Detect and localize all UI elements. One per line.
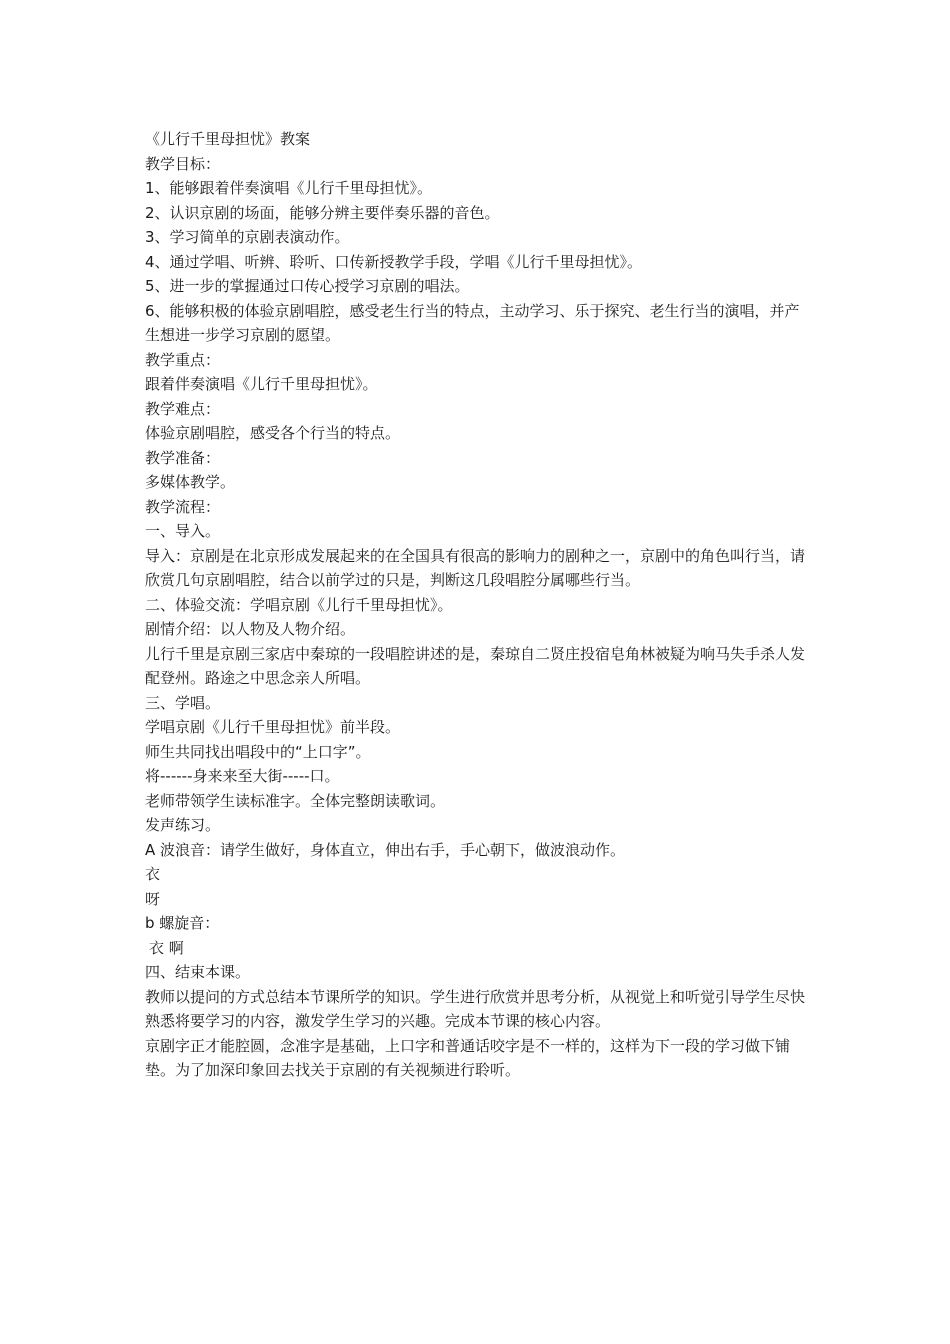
heading-objectives: 教学目标： [145,154,221,173]
vocal-practice-title: 发声练习。 [145,816,221,834]
plot-intro: 剧情介绍：以人物及人物介绍。 [145,620,356,638]
objective-2: 2、认识京剧的场面，能够分辨主要伴奏乐器的音色。 [145,203,500,222]
find-words-text: 师生共同找出唱段中的“上口字”。 [145,742,371,761]
objective-1: 1、能够跟着伴奏演唱《儿行千里母担忧》。 [145,179,433,197]
syllable-yi-a: 衣 啊 [149,938,184,957]
difficulties-text: 体验京剧唱腔，感受各个行当的特点。 [145,424,401,442]
heading-difficulties: 教学难点： [145,399,221,418]
read-words-text: 老师带领学生读标准字。全体完整朗读歌词。 [145,791,446,810]
summary-text-1: 教师以提问的方式总结本节课所学的知识。学生进行欣赏并思考分析，从视觉上和听觉引导学生尽快熟悉将要学习的内容，激发学生学习的兴趣。完成本节课的核心内容。 [145,987,806,1030]
document-body [145,127,810,1083]
objective-5: 5、进一步的掌握通过口传心授学习京剧的唱法。 [145,277,470,295]
objective-3: 3、学习简单的京剧表演动作。 [145,228,350,246]
plot-text: 儿行千里是京剧三家店中秦琼的一段唱腔讲述的是，秦琼自二贤庄投宿皂角林被疑为响马失手杀人发配登州。路途之中思念亲人所唱。 [145,644,806,687]
document-title: 《儿行千里母担忧》教案 [145,130,311,148]
section-2-title: 二、体验交流：学唱京剧《儿行千里母担忧》。 [145,595,453,614]
spiral-tone-title: b 螺旋音： [145,914,220,932]
section-1-text: 导入：京剧是在北京形成发展起来的在全国具有很高的影响力的剧种之一，京剧中的角色叫行当，请欣赏几句京剧唱腔，结合以前学过的只是，判断这几段唱腔分属哪些行当。 [145,546,806,589]
lyric-line: 将------身来来至大街-----口。 [145,767,340,785]
learn-song-text: 学唱京剧《儿行千里母担忧》前半段。 [145,718,401,736]
heading-process: 教学流程： [145,497,221,516]
heading-key-points: 教学重点： [145,350,221,369]
section-4-title: 四、结束本课。 [145,963,251,981]
section-3-title: 三、学唱。 [145,693,221,712]
heading-preparation: 教学准备： [145,448,221,467]
key-points-text: 跟着伴奏演唱《儿行千里母担忧》。 [145,375,378,393]
syllable-yi: 衣 [145,865,161,883]
objective-6: 6、能够积极的体验京剧唱腔，感受老生行当的特点，主动学习、乐于探究、老生行当的演唱，并产生想进一步学习京剧的愿望。 [145,301,800,344]
summary-text-2: 京剧字正才能腔圆，念准字是基础，上口字和普通话咬字是不一样的，这样为下一段的学习做下铺垫。为了加深印象回去找关于京剧的有关视频进行聆听。 [145,1036,791,1079]
objective-4: 4、通过学唱、听辨、聆听、口传新授教学手段，学唱《儿行千里母担忧》。 [145,252,643,271]
syllable-ya: 呀 [145,889,161,908]
section-1-title: 一、导入。 [145,522,221,540]
preparation-text: 多媒体教学。 [145,473,236,491]
wave-tone-text: A 波浪音：请学生做好，身体直立，伸出右手，手心朝下，做波浪动作。 [145,840,626,859]
